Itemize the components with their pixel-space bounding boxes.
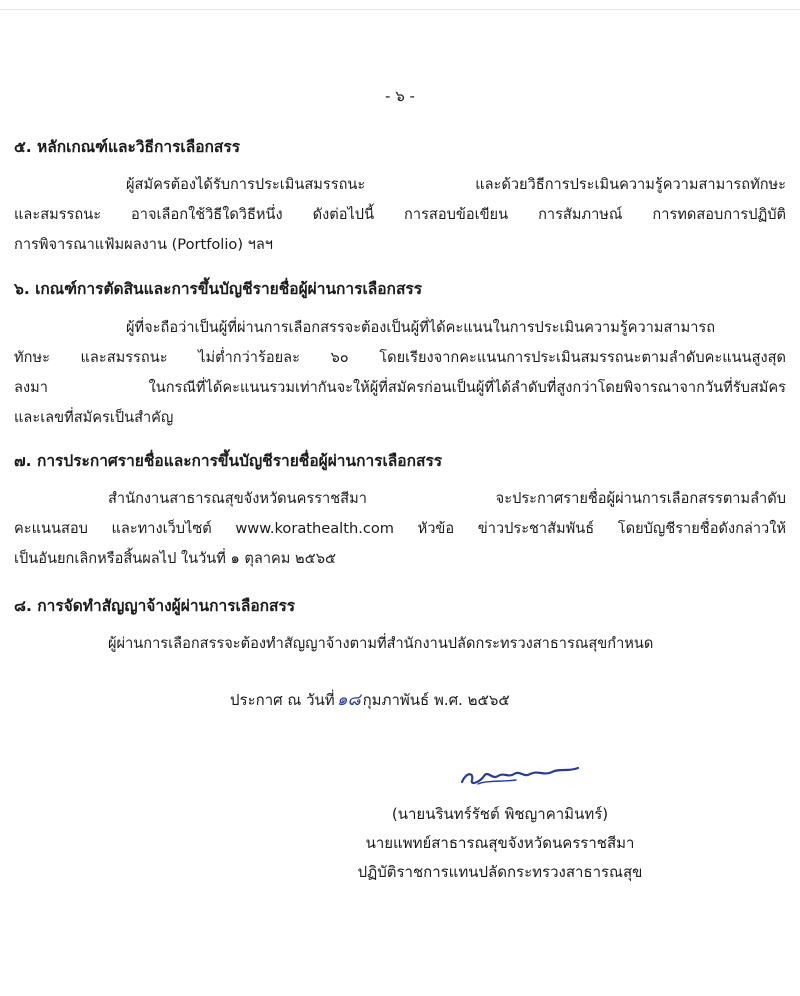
announcement-day-handwritten: ๑๘ <box>336 690 361 710</box>
section-7-heading: ๗. การประกาศรายชื่อและการขึ้นบัญชีรายชื่อผู้ผ่านการเลือกสรร <box>14 452 443 470</box>
section-6-line: และเลขที่สมัครเป็นสำคัญ <box>14 409 174 426</box>
section-8-heading: ๘. การจัดทำสัญญาจ้างผู้ผ่านการเลือกสรร <box>14 597 296 615</box>
signatory-block <box>300 800 700 887</box>
announcement-date <box>230 686 510 713</box>
section-5-line: การพิจารณาแฟ้มผลงาน (Portfolio) ฯลฯ <box>14 236 273 253</box>
section-7-line: คะแนนสอบ และทางเว็บไซต์ www.korathealth.com หัวข้อ ข่าวประชาสัมพันธ์ โดยบัญชีรายชื่อดังกล่าวให้ <box>14 520 786 537</box>
section-5-line: และสมรรถนะ อาจเลือกใช้วิธีใดวิธีหนึ่ง ดังต่อไปนี้ การสอบข้อเขียน การสัมภาษณ์ การทดสอบการปฏิบัติ <box>14 206 786 223</box>
signatory-name: (นายนรินทร์รัชต์ พิชญาคามินทร์) <box>391 805 609 823</box>
section-6-body <box>14 313 786 433</box>
section-8-line: ผู้ผ่านการเลือกสรรจะต้องทำสัญญาจ้างตามที่สำนักงานปลัดกระทรวงสาธารณสุขกำหนด <box>108 635 654 652</box>
section-5-line: ผู้สมัครต้องได้รับการประเมินสมรรถนะ และด้วยวิธีการประเมินความรู้ความสามารถทักษะ <box>126 176 786 193</box>
page-number: - ๖ - <box>385 87 415 105</box>
section-6-heading: ๖. เกณฑ์การตัดสินและการขึ้นบัญชีรายชื่อผู้ผ่านการเลือกสรร <box>14 280 423 298</box>
section-6-line: ทักษะ และสมรรถนะ ไม่ต่ำกว่าร้อยละ ๖๐ โดยเรียงจากคะแนนการประเมินสมรรถนะตามลำดับคะแนนสูงสุด <box>14 349 786 366</box>
section-5-heading: ๕. หลักเกณฑ์และวิธีการเลือกสรร <box>14 138 241 156</box>
section-6-line: ผู้ที่จะถือว่าเป็นผู้ที่ผ่านการเลือกสรรจะต้องเป็นผู้ที่ได้คะแนนในการประเมินความรู้ความสามารถ <box>126 319 716 336</box>
signature-mark <box>458 762 588 790</box>
signatory-acting-for: ปฏิบัติราชการแทนปลัดกระทรวงสาธารณสุข <box>357 863 643 881</box>
announcement-prefix: ประกาศ ณ วันที่ <box>230 691 335 709</box>
section-7-body <box>14 484 786 574</box>
section-8-body <box>14 629 786 659</box>
page-top-edge <box>0 9 800 10</box>
section-7-line: สำนักงานสาธารณสุขจังหวัดนครราชสีมา จะประกาศรายชื่อผู้ผ่านการเลือกสรรตามลำดับ <box>108 490 786 507</box>
section-5-body <box>14 170 786 260</box>
signatory-position: นายแพทย์สาธารณสุขจังหวัดนครราชสีมา <box>365 834 635 852</box>
section-6-line: ลงมา ในกรณีที่ได้คะแนนรวมเท่ากันจะให้ผู้ที่สมัครก่อนเป็นผู้ที่ได้ลำดับที่สูงกว่าโดยพิจารณาจากวันที่รับสมัคร <box>14 379 786 396</box>
announcement-suffix: กุมภาพันธ์ พ.ศ. ๒๕๖๕ <box>362 691 510 709</box>
section-7-line: เป็นอันยกเลิกหรือสิ้นผลไป ในวันที่ ๑ ตุลาคม ๒๕๖๕ <box>14 550 337 567</box>
